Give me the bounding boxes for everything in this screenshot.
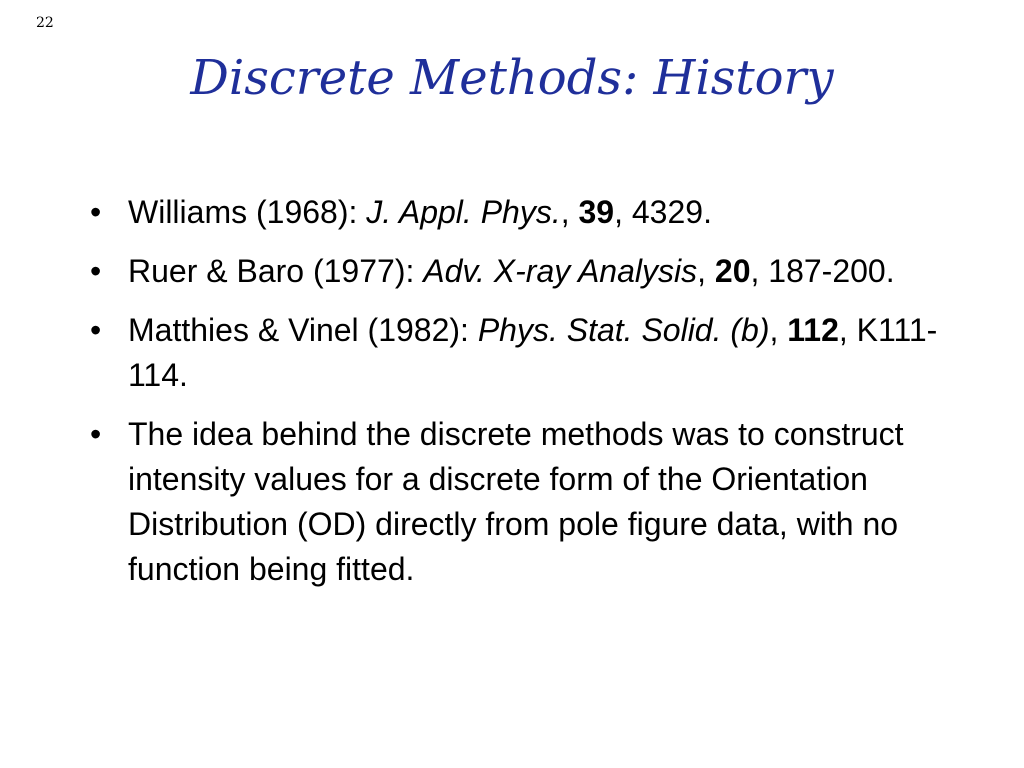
reference-journal: J. Appl. Phys. [366, 194, 561, 230]
reference-authors: Williams (1968): [128, 194, 367, 230]
reference-authors: Matthies & Vinel (1982): [128, 312, 478, 348]
reference-volume: 39 [578, 194, 615, 230]
slide-number: 22 [36, 15, 54, 31]
bullet-dot: • [90, 416, 102, 452]
bullet-item-ruer-baro [90, 249, 950, 294]
bullet-dot: • [90, 194, 102, 230]
bullet-item-matthies-vinel [90, 308, 950, 398]
reference-pages: , K111-114. [128, 312, 938, 393]
bullet-item-williams [90, 190, 950, 235]
bullet-list [90, 190, 950, 606]
reference-volume: 20 [714, 253, 751, 289]
bullet-text: The idea behind the discrete methods was to construct intensity values for a discrete form of the Orientation Distribution (OD) directly from pole figure data, with no function being fitted. [128, 416, 904, 587]
bullet-dot: • [90, 253, 102, 289]
slide-title: Discrete Methods: History [190, 50, 834, 106]
reference-journal: Phys. Stat. Solid. (b) [477, 312, 770, 348]
reference-volume: 112 [787, 312, 839, 348]
reference-separator: , [560, 194, 579, 230]
bullet-item-discrete-idea [90, 412, 950, 592]
reference-journal: Adv. X-ray Analysis [423, 253, 698, 289]
reference-pages: , 187-200. [750, 253, 895, 289]
bullet-dot: • [90, 312, 102, 348]
reference-separator: , [697, 253, 715, 289]
reference-authors: Ruer & Baro (1977): [128, 253, 424, 289]
reference-separator: , [769, 312, 788, 348]
reference-pages: , 4329. [614, 194, 712, 230]
